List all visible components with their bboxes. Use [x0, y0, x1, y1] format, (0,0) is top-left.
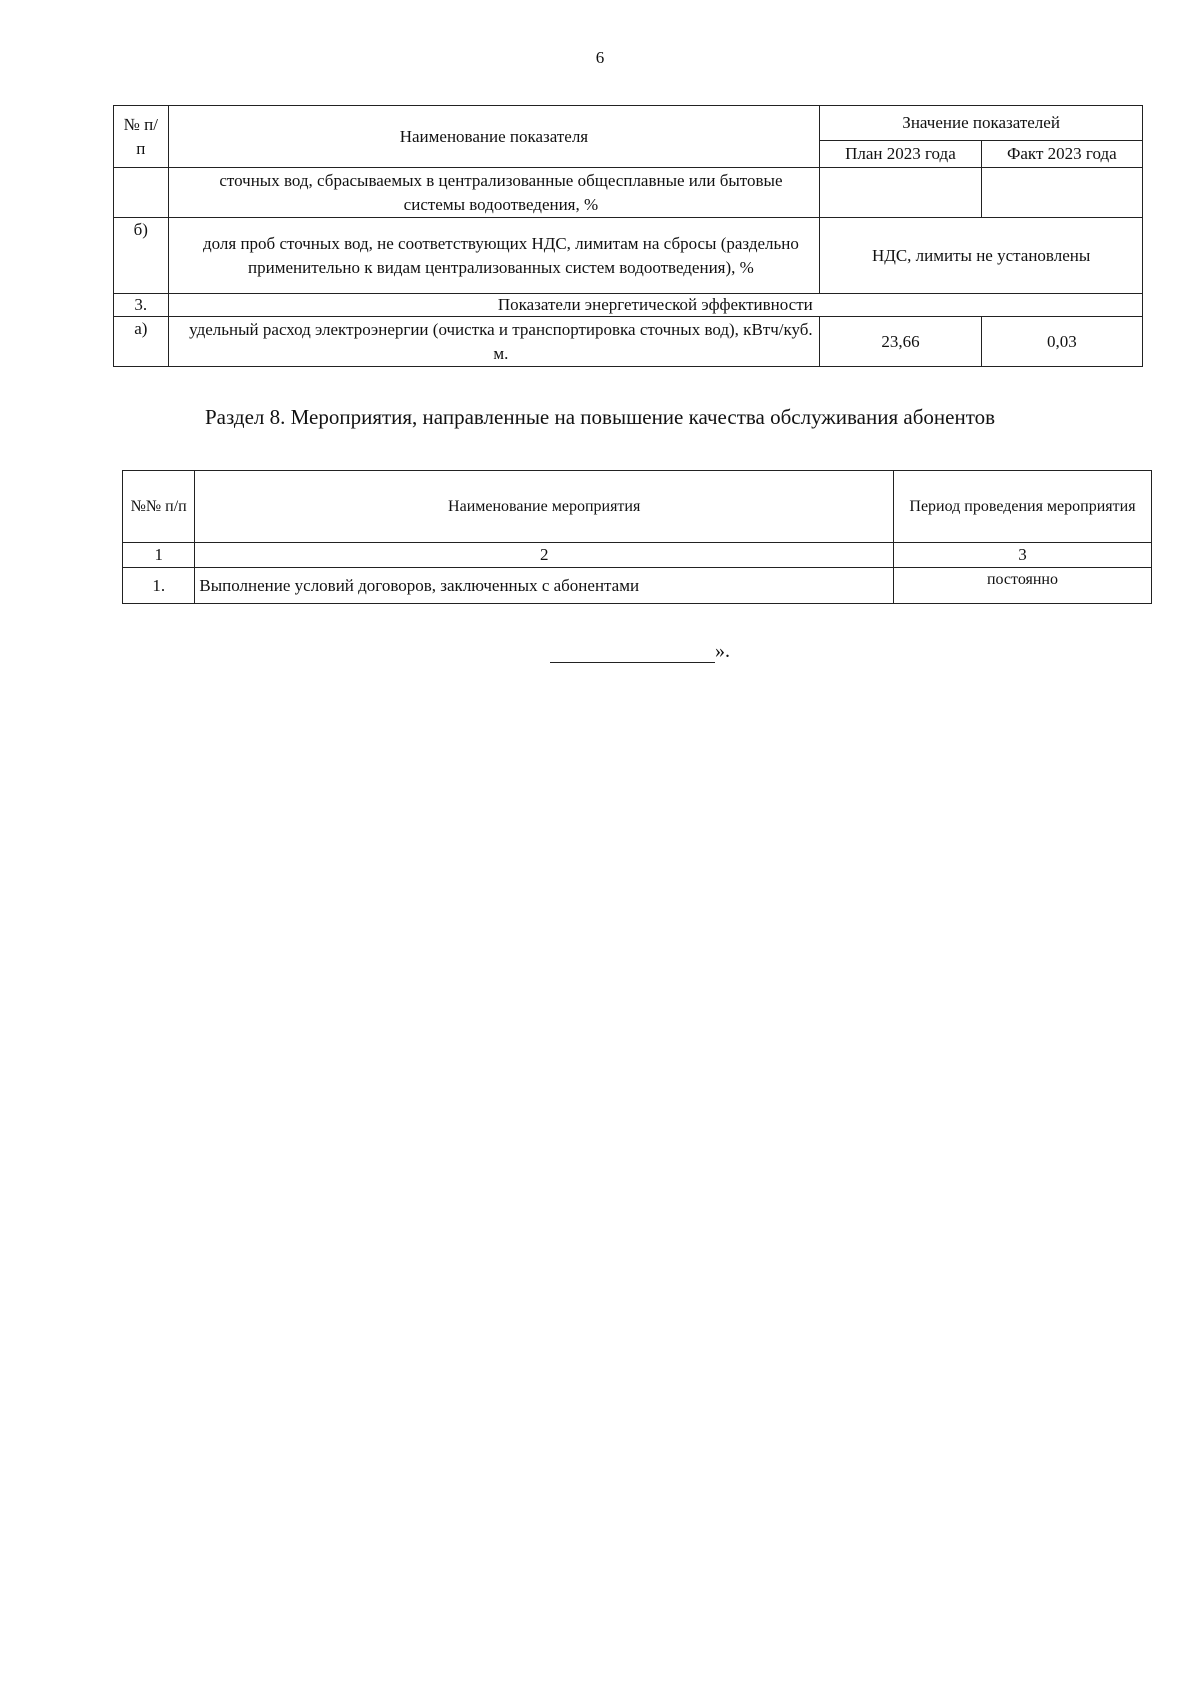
closing-mark — [550, 640, 730, 663]
row-period: постоянно — [893, 568, 1151, 604]
table-section-row — [114, 294, 1143, 317]
header-period: Период проведения мероприятия — [893, 471, 1151, 543]
row-merged-value: НДС, лимиты не установлены — [820, 218, 1143, 294]
row-num: 1. — [123, 568, 195, 604]
closing-quote: ». — [715, 640, 730, 662]
colnum-3: 3 — [893, 543, 1151, 568]
colnum-1: 1 — [123, 543, 195, 568]
row-num: 3. — [114, 294, 169, 317]
measures-table — [122, 470, 1152, 604]
closing-underline — [550, 642, 715, 663]
header-values-group: Значение показателей — [820, 106, 1143, 141]
table-row — [123, 568, 1152, 604]
section-heading: Раздел 8. Мероприятия, направленные на повышение качества обслуживания абонентов — [204, 405, 996, 429]
indicators-table — [113, 105, 1143, 367]
table-row — [114, 317, 1143, 367]
indicators-header-row — [114, 106, 1143, 141]
row-name: удельный расход электроэнергии (очистка и транспортировка сточных вод), кВтч/куб. м. — [168, 317, 820, 367]
row-plan: 23,66 — [820, 317, 981, 367]
row-num: а) — [114, 317, 169, 367]
row-name: доля проб сточных вод, не соответствующих НДС, лимитам на сбросы (раздельно применительно к видам централизованных систем водоотведения), % — [168, 218, 820, 294]
header-name: Наименование показателя — [168, 106, 820, 168]
table-row — [114, 218, 1143, 294]
row-plan — [820, 168, 981, 218]
page-number: 6 — [595, 48, 605, 67]
measures-header-row — [123, 471, 1152, 543]
table-row — [114, 168, 1143, 218]
colnum-2: 2 — [195, 543, 894, 568]
section-title: Показатели энергетической эффективности — [168, 294, 1142, 317]
row-name: сточных вод, сбрасываемых в централизованные общесплавные или бытовые системы водоотведения, % — [168, 168, 820, 218]
header-plan: План 2023 года — [820, 141, 981, 168]
header-num: № п/п — [114, 106, 169, 168]
header-fact: Факт 2023 года — [981, 141, 1142, 168]
header-num: №№ п/п — [123, 471, 195, 543]
row-num — [114, 168, 169, 218]
row-fact: 0,03 — [981, 317, 1142, 367]
row-name: Выполнение условий договоров, заключенных с абонентами — [195, 568, 894, 604]
row-fact — [981, 168, 1142, 218]
header-name: Наименование мероприятия — [195, 471, 894, 543]
row-num: б) — [114, 218, 169, 294]
column-numbers-row — [123, 543, 1152, 568]
